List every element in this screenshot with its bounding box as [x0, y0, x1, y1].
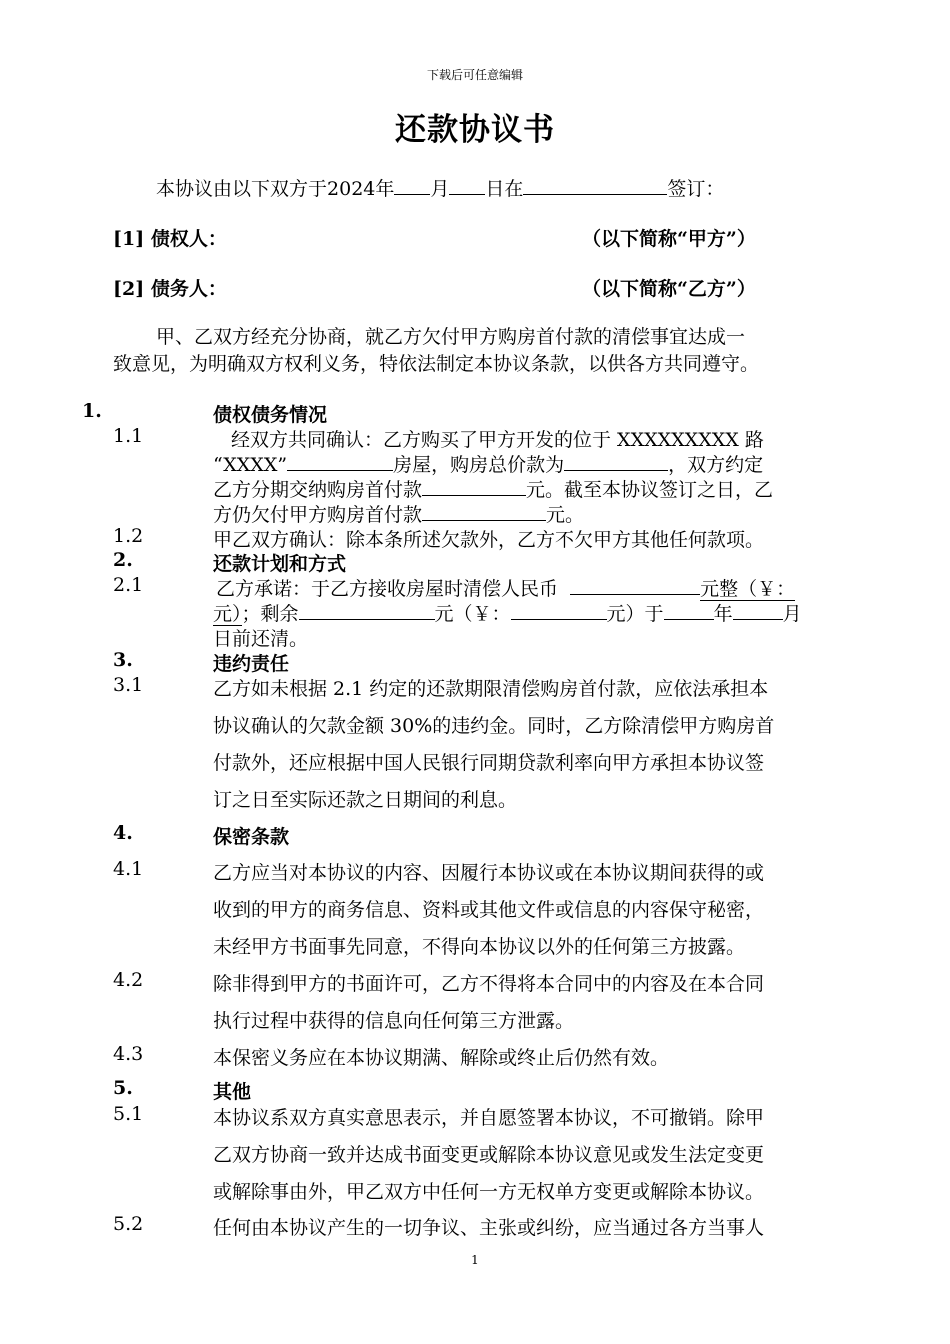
deadline-year-blank[interactable]	[664, 601, 714, 620]
clause-1-2-line-1: 甲乙双方确认：除本条所述欠款外，乙方不欠甲方其他任何款项。	[213, 529, 765, 551]
clause-2-1-line-1: 乙方承诺：于乙方接收房屋时清偿人民币 元整（￥：	[216, 578, 796, 600]
clause-3-1-line: 协议确认的欠款金额 30%的违约金。同时，乙方除清偿甲方购房首	[213, 715, 775, 737]
clause-4-1-line: 未经甲方书面事先同意，不得向本协议以外的任何第三方披露。	[213, 936, 746, 958]
party-debtor	[113, 274, 227, 301]
clause-3-1-line: 乙方如未根据 2.1 约定的还款期限清偿购房首付款，应依法承担本	[213, 678, 769, 700]
clause-number: 5.1	[113, 1103, 144, 1125]
place-blank[interactable]	[523, 176, 667, 195]
clause-1-1-line-1: 经双方共同确认：乙方购买了甲方开发的位于 XXXXXXXXX 路	[231, 429, 764, 451]
party-role: 债务人：	[150, 278, 227, 300]
section-number: 1.	[82, 400, 102, 422]
section-title: 债权债务情况	[213, 404, 328, 426]
day-blank[interactable]	[449, 176, 485, 195]
clause-number: 4.1	[113, 858, 144, 880]
clause-4-1-line: 收到的甲方的商务信息、资料或其他文件或信息的内容保守秘密，	[213, 899, 765, 921]
clause-number: 1.1	[113, 425, 144, 447]
page-number: 1	[471, 1253, 479, 1267]
intro-signed-label: 签订：	[667, 178, 725, 200]
party-index: [1]	[113, 228, 145, 250]
deadline-month-blank[interactable]	[733, 601, 783, 620]
intro-year: 2024	[327, 178, 376, 200]
clause-number: 3.1	[113, 674, 144, 696]
clause-4-2-line: 除非得到甲方的书面许可，乙方不得将本合同中的内容及在本合同	[213, 973, 765, 995]
intro-day-label: 日在	[485, 178, 524, 200]
clause-5-1-line: 乙双方协商一致并达成书面变更或解除本协议意见或发生法定变更	[213, 1144, 765, 1166]
clause-3-1-line: 订之日至实际还款之日期间的利息。	[213, 789, 518, 811]
party-index: [2]	[113, 278, 145, 300]
intro-month-label: 月	[430, 178, 450, 200]
section-title: 还款计划和方式	[213, 553, 347, 575]
clause-2-1-line-2: 元）；剩余 元（￥： 元）于 年 月	[213, 603, 802, 625]
month-blank[interactable]	[394, 176, 430, 195]
clause-4-3-line: 本保密义务应在本协议期满、解除或终止后仍然有效。	[213, 1047, 670, 1069]
clause-1-1-line-2: “XXXX” 房屋，购房总价款为 ，双方约定	[213, 454, 764, 476]
first-payment-blank[interactable]	[570, 576, 700, 595]
intro-year-label: 年	[375, 178, 395, 200]
section-number: 4.	[113, 822, 133, 844]
section-number: 2.	[113, 549, 133, 571]
section-number: 3.	[113, 649, 133, 671]
preamble-line-2: 致意见，为明确双方权利义务，特依法制定本协议条款，以供各方共同遵守。	[113, 353, 760, 375]
intro-line	[156, 174, 724, 201]
clause-5-1-line: 或解除事由外，甲乙双方中任何一方无权单方变更或解除本协议。	[213, 1181, 765, 1203]
section-title: 其他	[213, 1081, 252, 1103]
clause-5-2-line: 任何由本协议产生的一切争议、主张或纠纷，应当通过各方当事人	[213, 1217, 765, 1239]
section-number: 5.	[113, 1077, 133, 1099]
remaining-figure-blank[interactable]	[511, 601, 607, 620]
header-note: 下载后可任意编辑	[426, 68, 523, 82]
remaining-blank[interactable]	[299, 601, 435, 620]
total-price-blank[interactable]	[564, 452, 668, 471]
section-title: 违约责任	[213, 653, 290, 675]
clause-4-1-line: 乙方应当对本协议的内容、因履行本协议或在本协议期间获得的或	[213, 862, 765, 884]
clause-2-1-line-3: 日前还清。	[213, 628, 309, 650]
party-creditor-alias: （以下简称“甲方”）	[582, 228, 756, 250]
clause-4-2-line: 执行过程中获得的信息向任何第三方泄露。	[213, 1010, 575, 1032]
clause-1-1-line-3: 乙方分期交纳购房首付款 元。截至本协议签订之日，乙	[213, 479, 774, 501]
clause-number: 2.1	[113, 574, 144, 596]
clause-5-1-line: 本协议系双方真实意思表示，并自愿签署本协议，不可撤销。除甲	[213, 1107, 765, 1129]
preamble-line-1: 甲、乙双方经充分协商，就乙方欠付甲方购房首付款的清偿事宜达成一	[156, 326, 746, 348]
owed-amount-blank[interactable]	[422, 502, 546, 521]
clause-number: 4.2	[113, 969, 144, 991]
document-title: 还款协议书	[395, 112, 555, 148]
clause-number: 1.2	[113, 525, 144, 547]
intro-text-1: 本协议由以下双方于	[156, 178, 328, 200]
clause-3-1-line: 付款外，还应根据中国人民银行同期贷款利率向甲方承担本协议签	[213, 752, 765, 774]
party-creditor	[113, 224, 227, 251]
house-blank[interactable]	[287, 452, 393, 471]
down-payment-blank[interactable]	[422, 477, 526, 496]
section-title: 保密条款	[213, 826, 290, 848]
clause-number: 5.2	[113, 1213, 144, 1235]
clause-1-1-line-4: 方仍欠付甲方购房首付款 元。	[213, 504, 585, 526]
clause-number: 4.3	[113, 1043, 144, 1065]
party-role: 债权人：	[150, 228, 227, 250]
party-debtor-alias: （以下简称“乙方”）	[582, 278, 756, 300]
